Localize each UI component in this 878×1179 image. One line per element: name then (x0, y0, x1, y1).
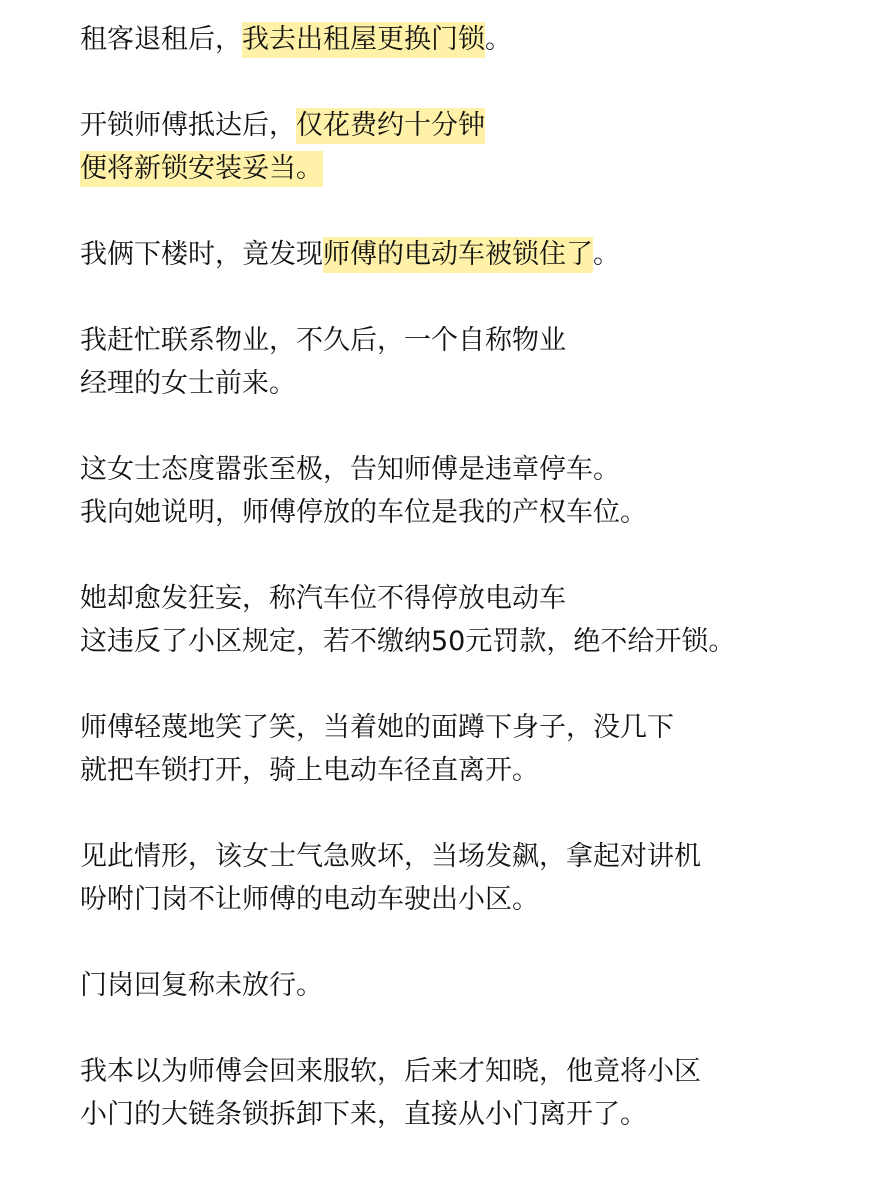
text-segment: 她却愈发狂妄，称汽车位不得停放电动车 (80, 583, 566, 614)
paragraph (80, 233, 860, 276)
text-segment: 这女士态度嚣张至极，告知师傅是违章停车。 (80, 454, 620, 485)
text-line (80, 319, 860, 362)
paragraph (80, 964, 860, 1007)
text-segment: 开锁师傅抵达后， (80, 110, 296, 141)
text-line (80, 491, 860, 534)
text-segment: 租客退租后， (80, 24, 242, 55)
text-line (80, 577, 860, 620)
text-segment: 小门的大链条锁拆卸下来，直接从小门离开了。 (80, 1099, 647, 1130)
text-line (80, 878, 860, 921)
text-line (80, 18, 860, 61)
text-segment: 。 (485, 24, 512, 55)
text-segment: 。 (593, 239, 620, 270)
text-segment: 吩咐门岗不让师傅的电动车驶出小区。 (80, 884, 539, 915)
paragraph (80, 1050, 860, 1136)
text-line (80, 964, 860, 1007)
text-line (80, 233, 860, 276)
text-segment: 门岗回复称未放行。 (80, 970, 323, 1001)
text-line (80, 1050, 860, 1093)
highlighted-text: 师傅的电动车被锁住了 (323, 237, 593, 273)
highlighted-text: 便将新锁安装妥当。 (80, 151, 323, 187)
text-line (80, 147, 860, 190)
text-line (80, 448, 860, 491)
paragraph (80, 18, 860, 61)
text-segment: 我赶忙联系物业，不久后，一个自称物业 (80, 325, 566, 356)
text-line (80, 706, 860, 749)
text-segment: 我本以为师傅会回来服软，后来才知晓，他竟将小区 (80, 1056, 701, 1087)
text-line (80, 749, 860, 792)
paragraph (80, 706, 860, 792)
highlighted-text: 我去出租屋更换门锁 (242, 22, 485, 58)
text-segment: 就把车锁打开，骑上电动车径直离开。 (80, 755, 539, 786)
text-line (80, 1093, 860, 1136)
text-line (80, 835, 860, 878)
text-line (80, 620, 860, 663)
highlighted-text: 仅花费约十分钟 (296, 108, 485, 144)
paragraph (80, 448, 860, 534)
text-segment: 我向她说明，师傅停放的车位是我的产权车位。 (80, 497, 647, 528)
text-line (80, 104, 860, 147)
text-line (80, 362, 860, 405)
paragraph (80, 319, 860, 405)
text-segment: 见此情形，该女士气急败坏，当场发飙，拿起对讲机 (80, 841, 701, 872)
paragraph (80, 835, 860, 921)
text-segment: 我俩下楼时，竟发现 (80, 239, 323, 270)
paragraph (80, 104, 860, 190)
document-body (80, 18, 860, 1179)
text-segment: 经理的女士前来。 (80, 368, 296, 399)
text-segment: 师傅轻蔑地笑了笑，当着她的面蹲下身子，没几下 (80, 712, 674, 743)
text-segment: 这违反了小区规定，若不缴纳50元罚款，绝不给开锁。 (80, 626, 736, 657)
paragraph (80, 577, 860, 663)
